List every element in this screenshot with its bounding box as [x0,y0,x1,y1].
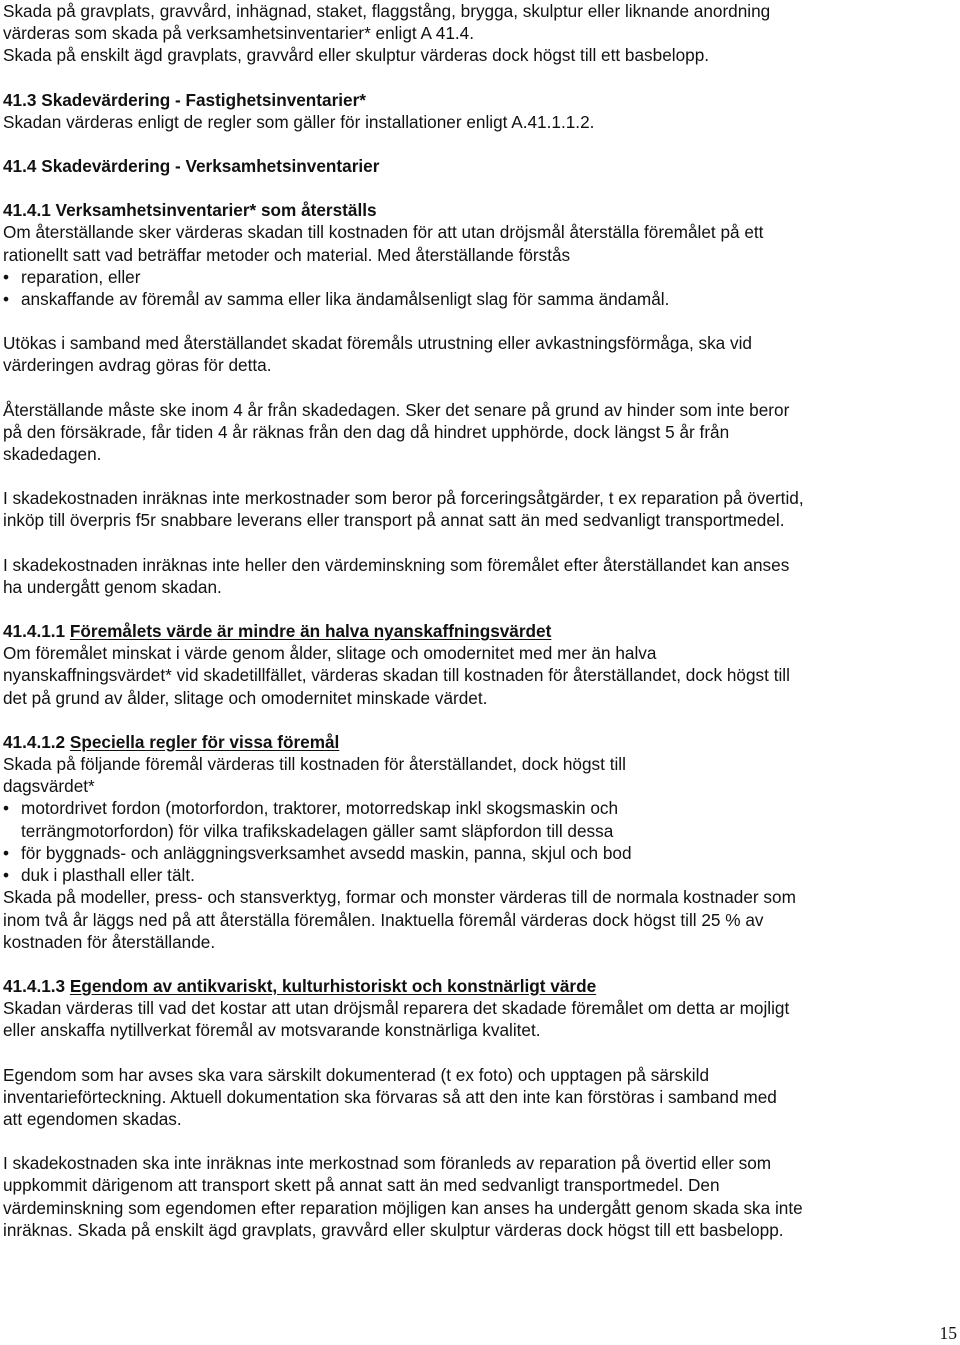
bullet-list [3,797,957,886]
bullet-icon: • [3,798,10,819]
section-number: 41.4.1.1 [3,621,66,642]
paragraph-line: Skada på modeller, press- och stansverktyg, formar och monster värderas till de normala kostnader som [3,887,796,908]
bullet-icon: • [3,266,10,287]
section-41-4-1-2 [3,731,957,953]
list-item-text: duk i plasthall eller tält. [21,865,195,886]
section-41-4-1-3 [3,975,957,1241]
paragraph-line: I skadekostnaden ska inte inräknas inte merkostnad som föranleds av reparation på övertid eller som [3,1153,772,1174]
list-item [3,864,957,886]
paragraph-line: rationellt satt vad beträffar metoder och material. Med återställande förstås [3,244,571,265]
paragraph-line: Skada på följande föremål värderas till kostnaden för återställandet, dock högst till [3,754,626,775]
list-item-text: terrängmotorfordon) för vilka trafikskadelagen gäller samt släpfordon till dessa [21,820,614,841]
paragraph-line: Utökas i samband med återställandet skadat föremåls utrustning eller avkastningsförmåga, ska vid [3,333,752,354]
paragraph-line: Skadan värderas till vad det kostar att utan dröjsmål reparera det skadade föremålet om detta ar mojligt [3,998,790,1019]
section-41-3 [3,89,957,133]
intro-line: värderas som skada på verksamhetsinventarier* enligt A 41.4. [3,23,474,44]
section-number: 41.4.1.3 [3,975,66,996]
paragraph-line: inom två år läggs ned på att återställa föremålen. Inaktuella föremål värderas dock högst till 25 % av [3,909,764,930]
list-item [3,266,957,288]
section-title: Speciella regler för vissa föremål [69,731,340,752]
paragraph-line: skadedagen. [3,444,102,465]
document-page [3,0,957,1241]
paragraph-line: kostnaden för återställande. [3,931,216,952]
section-heading [3,731,957,753]
section-heading [3,620,957,642]
paragraph-line: värderingen avdrag göras för detta. [3,355,272,376]
paragraph-line: Om återställande sker värderas skadan till kostnaden för att utan dröjsmål återställa föremålet på ett [3,222,764,243]
paragraph-line: dagsvärdet* [3,776,95,797]
section-heading: 41.4.1 Verksamhetsinventarier* som återställs [3,200,377,221]
section-title: Föremålets värde är mindre än halva nyanskaffningsvärdet [69,621,552,642]
section-title: Egendom av antikvariskt, kulturhistoriskt och konstnärligt värde [69,975,597,996]
paragraph-line: uppkommit därigenom att transport skett på annat satt än med sedvanligt transportmedel. Den [3,1175,720,1196]
bullet-icon: • [3,842,10,863]
section-heading: 41.4 Skadevärdering - Verksamhetsinventarier [3,156,380,177]
paragraph-line: I skadekostnaden inräknas inte heller den värdeminskning som föremålet efter återställandet kan anses [3,554,790,575]
section-heading: 41.3 Skadevärdering - Fastighetsinventarier* [3,89,366,110]
paragraph-line: Om föremålet minskat i värde genom ålder, slitage och omodernitet med mer än halva [3,643,657,664]
paragraph-line: värdeminskning som egendomen efter reparation möjligen kan anses ha undergått genom skada ska inte [3,1197,803,1218]
paragraph-line: Återställande måste ske inom 4 år från skadedagen. Sker det senare på grund av hinder som inte beror [3,399,790,420]
intro-line: Skada på enskilt ägd gravplats, gravvård eller skulptur värderas dock högst till ett basbelopp. [3,45,710,66]
paragraph-line: ha undergått genom skadan. [3,576,222,597]
list-item [3,797,957,841]
section-41-4-1 [3,199,957,598]
list-item [3,842,957,864]
section-41-4-1-1 [3,620,957,709]
paragraph-line: det på grund av ålder, slitage och omodernitet minskade värdet. [3,687,488,708]
bullet-icon: • [3,865,10,886]
paragraph-line: inköp till överpris f5r snabbare leverans eller transport på annat satt än med sedvanligt transportmedel. [3,510,785,531]
intro-line: Skada på gravplats, gravvård, inhägnad, staket, flaggstång, brygga, skulptur eller liknande anordning [3,1,771,21]
list-item-text: för byggnads- och anläggningsverksamhet avsedd maskin, panna, skjul och bod [21,842,632,863]
paragraph-line: eller anskaffa nytillverkat föremål av motsvarande konstnärliga kvalitet. [3,1020,541,1041]
list-item-text: motordrivet fordon (motorfordon, traktorer, motorredskap inkl skogsmaskin och [21,798,619,819]
paragraph-line: nyanskaffningsvärdet* vid skadetillfället, värderas skadan till kostnaden för återställandet, dock högst till [3,665,790,686]
paragraph-line: I skadekostnaden inräknas inte merkostnader som beror på forceringsåtgärder, t ex reparation på övertid, [3,488,804,509]
section-number: 41.4.1.2 [3,731,66,752]
list-item [3,288,957,310]
list-item-text: anskaffande av föremål av samma eller lika ändamålsenligt slag för samma ändamål. [21,289,670,310]
paragraph-line: på den försäkrade, får tiden 4 år räknas från den dag då hindret upphörde, dock längst 5 år från [3,421,730,442]
section-heading [3,975,957,997]
paragraph-line: Skadan värderas enligt de regler som gäller för installationer enligt A.41.1.1.2. [3,111,595,132]
page-number: 15 [939,1323,957,1343]
bullet-icon: • [3,289,10,310]
paragraph-line: Egendom som har avses ska vara särskilt dokumenterad (t ex foto) och upptagen på särskild [3,1064,709,1085]
paragraph-line: inräknas. Skada på enskilt ägd gravplats, gravvård eller skulptur värderas dock högst till ett basbelopp. [3,1219,784,1240]
list-item-text: reparation, eller [21,266,141,287]
bullet-list [3,266,957,310]
paragraph-line: inventarieförteckning. Aktuell dokumentation ska förvaras så att den inte kan förstöras i samband med [3,1086,777,1107]
intro-block [3,0,957,67]
paragraph-line: att egendomen skadas. [3,1108,182,1129]
section-41-4 [3,155,957,177]
